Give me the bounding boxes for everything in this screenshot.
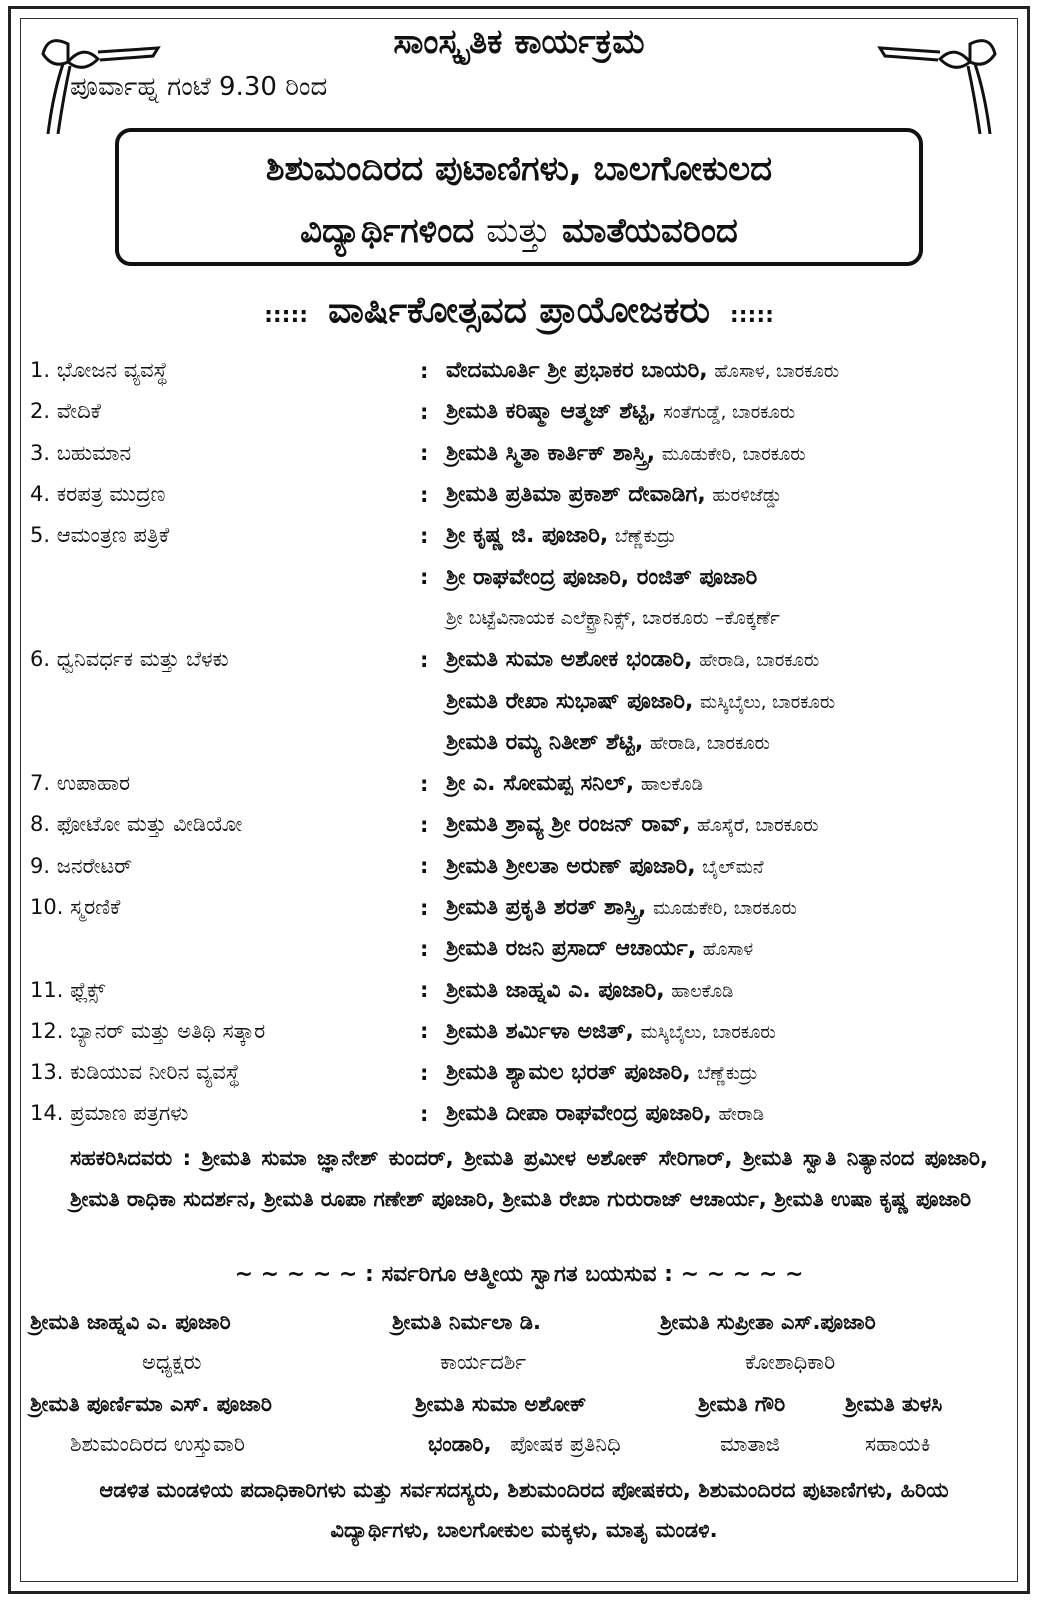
sponsor-name: ಶ್ರೀಮತಿ ಶ್ಯಾಮಲ ಭರತ್ ಪೂಜಾರಿ, [446, 1060, 691, 1086]
sponsor-row [30, 969, 998, 1010]
sponsor-place: ಬೆಣ್ಣೆಕುದ್ರು [614, 526, 676, 548]
colon-separator: : [420, 895, 429, 920]
sponsor-category: 2. ವೇದಿಕೆ [30, 399, 101, 424]
sponsor-row [30, 1093, 998, 1134]
sponsor-row [30, 474, 998, 515]
sponsor-place: ಮಸ್ಕಿಬೈಲು, ಬಾರಕೂರು [700, 691, 836, 713]
sponsor-category: 9. ಜನರೇಟರ್ [30, 853, 133, 878]
performers-students: ವಿದ್ಯಾರ್ಥಿಗಳಿಂದ [300, 211, 475, 251]
sponsor-category: 4. ಕರಪತ್ರ ಮುದ್ರಣ [30, 482, 166, 507]
sponsor-place: ಮಸ್ಕಿಬೈಲು, ಬಾರಕೂರು [640, 1021, 776, 1043]
sponsor-row [30, 1011, 998, 1052]
sponsor-name: ಶ್ರೀ ರಾಘವೇಂದ್ರ ಪೂಜಾರಿ, ರಂಜಿತ್ ಪೂಜಾರಿ [446, 564, 758, 590]
sponsor-value [446, 482, 782, 507]
sponsor-place: ಹೊಸಾಳ, ಬಾರಕೂರು [714, 361, 840, 383]
sponsor-value [446, 1019, 776, 1044]
sponsor-name: ಶ್ರೀಮತಿ ಪ್ರಕೃತಿ ಶರತ್ ಶಾಸ್ತ್ರಿ, [446, 895, 647, 920]
sponsor-name: ಶ್ರೀಮತಿ ಕರಿಷ್ಮಾ ಆತ್ಮಜ್ ಶೆಟ್ಟಿ, [446, 399, 657, 425]
sponsor-row [30, 1052, 998, 1093]
performers-and: ಮತ್ತು [486, 211, 551, 251]
sponsor-value [446, 730, 770, 755]
sponsor-place: ಹೊಸ್ಕೆರೆ, ಬಾರಕೂರು [697, 815, 819, 837]
performers-box [115, 128, 923, 266]
sponsor-place: ಮೂಡುಕೇರಿ, ಬಾರಕೂರು [653, 898, 797, 919]
performers-mothers: ಮಾತೆಯವರಿಂದ [562, 211, 738, 251]
sponsor-value [446, 441, 806, 466]
colon-separator: : [420, 812, 429, 837]
colon-separator: : [420, 399, 429, 424]
performers-line-2 [119, 200, 919, 262]
sponsor-row [30, 350, 998, 391]
sponsor-value [446, 854, 764, 879]
welcome-line: ~ ~ ~ ~ ~ : ಸರ್ವರಿಗೂ ಆತ್ಮೀಯ ಸ್ವಾಗತ ಬಯಸುವ : ~ ~ ~ ~ ~ [234, 1262, 804, 1287]
colon-separator: : [420, 771, 429, 796]
event-time: ಪೂರ್ವಾಹ್ನ ಗಂಟೆ 9.30 ರಿಂದ [70, 72, 328, 102]
sponsors-heading [0, 290, 1038, 332]
sponsor-value [446, 771, 703, 796]
sponsor-category: 10. ಸ್ಮರಣಿಕೆ [30, 895, 121, 919]
sponsor-name: ಶ್ರೀಮತಿ ಶ್ರೀಲತಾ ಅರುಣ್ ಪೂಜಾರಿ, [446, 853, 696, 879]
sponsor-category: 3. ಬಹುಮಾನ [30, 440, 132, 465]
sponsor-value [446, 647, 819, 672]
sponsor-value [446, 895, 797, 920]
bearer-name: ಶ್ರೀಮತಿ ಸುಪ್ರೀತಾ ಎಸ್.ಪೂಜಾರಿ [660, 1310, 876, 1334]
bearer-name: ಶ್ರೀಮತಿ ಪೂರ್ಣಿಮಾ ಎಸ್. ಪೂಜಾರಿ [30, 1392, 272, 1416]
sponsor-name: ಶ್ರೀಮತಿ ಸ್ಮಿತಾ ಕಾರ್ತಿಕ್ ಶಾಸ್ತ್ರಿ, [446, 440, 656, 466]
colon-separator: : [420, 1101, 429, 1126]
sponsor-place: ಮೂಡುಕೇರಿ, ಬಾರಕೂರು [661, 443, 806, 465]
sponsor-row [30, 391, 998, 432]
sponsor-value [446, 936, 753, 961]
sponsor-value [446, 978, 733, 1003]
sponsor-row [30, 846, 998, 887]
sponsor-category: 1. ಭೋಜನ ವ್ಯವಸ್ಥೆ [30, 358, 168, 383]
bearer-name: ಶ್ರೀಮತಿ ಜಾಹ್ನವಿ ಎ. ಪೂಜಾರಿ [30, 1310, 231, 1334]
bearer-role: ಶಿಶುಮಂದಿರದ ಉಸ್ತುವಾರಿ [70, 1432, 245, 1456]
sponsor-category: 6. ಧ್ವನಿವರ್ಧಕ ಮತ್ತು ಬೆಳಕು [30, 647, 229, 672]
page-title: ಸಾಂಸ್ಕೃತಿಕ ಕಾರ್ಯಕ್ರಮ [393, 22, 645, 62]
bearer-role: ಪೋಷಕ ಪ್ರತಿನಿಧಿ [510, 1432, 621, 1456]
sponsor-value [446, 812, 818, 837]
sponsor-name: ಶ್ರೀ ಕೃಷ್ಣ ಜಿ. ಪೂಜಾರಿ, [446, 523, 609, 549]
helpers-paragraph: ಸಹಕರಿಸಿದವರು : ಶ್ರೀಮತಿ ಸುಮಾ ಜ್ಞಾನೇಶ್ ಕುಂದರ್, ಶ್ರೀಮತಿ ಪ್ರಮೀಳ ಅಶೋಕ್ ಸೇರಿಗಾರ್, ಶ್ರೀಮತಿ ಸ್ವಾತಿ ನಿತ್ಯಾನಂದ ಪೂಜಾರಿ, ಶ್ರೀಮತಿ ರಾಧಿಕಾ ಸುದರ್ಶನ, ಶ್ರೀಮತಿ ರೂಪಾ ಗಣೇಶ್ ಪೂಜಾರಿ, ಶ್ರೀಮತಿ ರೇಖಾ ಗುರುರಾಜ್ ಆಚಾರ್ಯ, ಶ್ರೀಮತಿ ಉಷಾ ಕೃಷ್ಣ ಪೂಜಾರಿ [70, 1146, 988, 1211]
colon-separator: : [420, 854, 429, 879]
sponsor-row [30, 598, 998, 639]
sponsor-category: 12. ಬ್ಯಾನರ್ ಮತ್ತು ಅತಿಥಿ ಸತ್ಕಾರ [30, 1018, 266, 1043]
sponsor-place: ಹಾಲಕೊಡಿ [671, 980, 734, 1002]
sponsor-place: ಬೆಣ್ಣೆಕುದ್ರು [697, 1063, 758, 1085]
sponsor-category: 7. ಉಪಾಹಾರ [30, 771, 131, 796]
sponsor-value [446, 1060, 758, 1085]
colon-separator: : [420, 565, 429, 590]
bearer-role: ಸಹಾಯಕಿ [865, 1432, 931, 1456]
sponsor-place: ಹೊಸಾಳ [702, 939, 754, 961]
sponsor-value [446, 358, 839, 383]
sponsor-place: ಸಂತೆಗುಡ್ಡೆ, ಬಾರಕೂರು [663, 402, 796, 424]
bearer-name-cont: ಭಂಡಾರಿ, [428, 1432, 492, 1456]
sponsor-row [30, 804, 998, 845]
colon-separator: : [420, 647, 429, 672]
sponsor-name: ಶ್ರೀಮತಿ ಸುಮಾ ಅಶೋಕ ಭಂಡಾರಿ, [446, 647, 693, 673]
sponsor-category: 14. ಪ್ರಮಾಣ ಪತ್ರಗಳು [30, 1101, 189, 1126]
colon-separator: : [420, 1060, 429, 1085]
sponsor-name: ಶ್ರೀಮತಿ ರೇಖಾ ಸುಭಾಷ್ ಪೂಜಾರಿ, [446, 688, 694, 714]
heading-dots-left: ::::: [264, 303, 309, 328]
sponsor-value [446, 399, 795, 424]
colon-separator: : [420, 978, 429, 1003]
sponsor-row [30, 639, 998, 680]
sponsor-row [30, 928, 998, 969]
performers-line-1: ಶಿಶುಮಂದಿರದ ಪುಟಾಣಿಗಳು, ಬಾಲಗೋಕುಲದ [265, 149, 773, 189]
sponsor-value [446, 1101, 764, 1126]
bearer-role: ಕೋಶಾಧಿಕಾರಿ [745, 1350, 836, 1374]
sponsor-row [30, 722, 998, 763]
bearer-role: ಅಧ್ಯಕ್ಷರು [142, 1350, 202, 1374]
sponsor-row [30, 433, 998, 474]
sponsor-place: ಹೇರಾಡಿ, ಬಾರಕೂರು [699, 650, 820, 672]
colon-separator: : [420, 1019, 429, 1044]
sponsor-name: ಶ್ರೀಮತಿ ರಜನಿ ಪ್ರಸಾದ್ ಆಚಾರ್ಯ, [446, 936, 697, 962]
closing-paragraph: ಆಡಳಿತ ಮಂಡಳಿಯ ಪದಾಧಿಕಾರಿಗಳು ಮತ್ತು ಸರ್ವಸದಸ್ಯರು, ಶಿಶುಮಂದಿರದ ಪೋಷಕರು, ಶಿಶುಮಂದಿರದ ಪುಟಾಣಿಗಳು, ಹಿರಿಯ ವಿದ್ಯಾರ್ಥಿಗಳು, ಬಾಲಗೋಕುಲ ಮಕ್ಕಳು, ಮಾತೃ ಮಂಡಳಿ. [99, 1478, 949, 1542]
colon-separator: : [420, 523, 429, 548]
bearer-role: ಕಾರ್ಯದರ್ಶಿ [440, 1350, 527, 1374]
sponsor-place: ಹೇರಾಡಿ, ಬಾರಕೂರು [649, 732, 770, 754]
sponsor-place: ಹೇರಾಡಿ [718, 1104, 765, 1126]
sponsor-category: 8. ಫೋಟೋ ಮತ್ತು ವೀಡಿಯೋ [30, 812, 243, 837]
bearer-name: ಶ್ರೀಮತಿ ಸುಮಾ ಅಶೋಕ್ [415, 1392, 587, 1416]
sponsor-list [30, 350, 998, 1135]
sponsors-heading-text: ವಾರ್ಷಿಕೋತ್ಸವದ ಪ್ರಾಯೋಜಕರು [328, 290, 710, 331]
sponsor-place: ಹಾಲಕೊಡಿ [640, 774, 703, 796]
sponsor-name: ಶ್ರೀಮತಿ ಜಾಹ್ನವಿ ಎ. ಪೂಜಾರಿ, [446, 977, 665, 1003]
sponsor-name: ಶ್ರೀ ಎ. ಸೋಮಪ್ಪ ಸನಿಲ್, [446, 771, 635, 797]
sponsor-name: ಶ್ರೀಮತಿ ಶರ್ಮಿಳಾ ಅಜಿತ್, [446, 1018, 634, 1044]
heading-dots-right: ::::: [729, 303, 774, 328]
sponsor-category: 11. ಫ್ಲೆಕ್ಸ್ [30, 977, 106, 1002]
sponsor-name: ಶ್ರೀಮತಿ ಪ್ರತಿಮಾ ಪ್ರಕಾಶ್ ದೇವಾಡಿಗ, [446, 482, 706, 508]
sponsor-place: ಹುರಳಿಜೆಡ್ಡು [712, 485, 782, 507]
sponsor-note: ಶ್ರೀ ಬಟ್ಟೆವಿನಾಯಕ ಎಲೆಕ್ಟ್ರಾನಿಕ್ಸ್, ಬಾರಕೂರು –ಕೊಕ್ಕರ್ಣೆ [446, 607, 780, 630]
sponsor-place: ಬೈಲ್‌ಮನೆ [702, 856, 764, 878]
colon-separator: : [420, 936, 429, 961]
sponsor-row [30, 515, 998, 556]
sponsor-name: ವೇದಮೂರ್ತಿ ಶ್ರೀ ಪ್ರಭಾಕರ ಬಾಯರಿ, [446, 358, 708, 384]
sponsor-row [30, 680, 998, 721]
sponsor-name: ಶ್ರೀಮತಿ ದೀಪಾ ರಾಘವೇಂದ್ರ ಪೂಜಾರಿ, [446, 1101, 712, 1127]
sponsor-name: ಶ್ರೀಮತಿ ರಮ್ಯ ನಿತೀಶ್ ಶೆಟ್ಟಿ, [446, 729, 644, 755]
colon-separator: : [420, 482, 429, 507]
sponsor-category: 5. ಆಮಂತ್ರಣ ಪತ್ರಿಕೆ [30, 523, 170, 548]
sponsor-value [446, 689, 835, 714]
sponsor-row [30, 556, 998, 597]
sponsor-row [30, 887, 998, 928]
sponsor-category: 13. ಕುಡಿಯುವ ನೀರಿನ ವ್ಯವಸ್ಥೆ [30, 1060, 240, 1085]
sponsor-value [446, 565, 757, 590]
sponsor-value [446, 523, 676, 548]
sponsor-name: ಶ್ರೀಮತಿ ಶ್ರಾವ್ಯ ಶ್ರೀ ರಂಜನ್ ರಾವ್, [446, 812, 691, 838]
bearer-name: ಶ್ರೀಮತಿ ನಿರ್ಮಲಾ ಡಿ. [392, 1310, 541, 1334]
bearer-name: ಶ್ರೀಮತಿ ತುಳಸಿ [845, 1392, 943, 1416]
sponsor-row [30, 763, 998, 804]
bearer-role: ಮಾತಾಜಿ [720, 1432, 781, 1456]
colon-separator: : [420, 358, 429, 383]
colon-separator: : [420, 441, 429, 466]
bearer-name: ಶ್ರೀಮತಿ ಗೌರಿ [698, 1392, 786, 1416]
